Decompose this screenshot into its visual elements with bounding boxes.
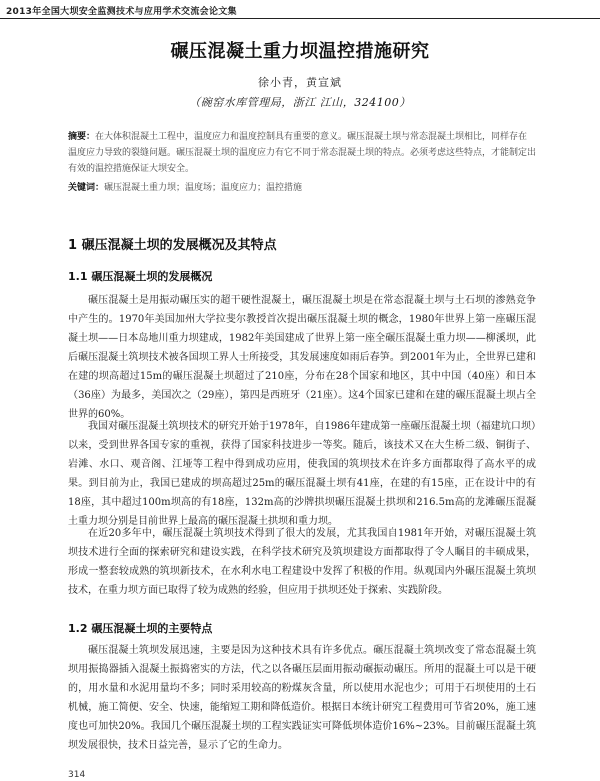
abstract-text: 在大体积混凝土工程中，温度应力和温度控制具有重要的意义。碾压混凝土坝与常态混凝土坝相比，同样存在温度应力导致的裂缝问题。碾压混凝土坝的温度应力有它不同于常态混凝土坝的特点。必须考虑这些特点，才能制定出有效的温控措施保证大坝安全。 [68,132,537,174]
keywords-text: 碾压混凝土重力坝；温度场；温度应力；温控措施 [104,183,303,193]
abstract [68,129,536,177]
affiliation: （碗窑水库管理局，浙江 江山，324100） [189,96,411,109]
paragraph: 碾压混凝土筑坝发展迅速，主要是因为这种技术具有许多优点。碾压混凝土筑坝改变了常态混凝土筑坝用振捣器插入混凝土振捣密实的方法，代之以各碾压层面用振动碾振动碾压。所用的混凝土可以是干硬的，用水量和水泥用量均不多；同时采用较高的粉煤灰含量，所以使用水泥也少；可用于石坝使用的土石机械，施工简便、安全、快速，能缩短工期和降低造价。根据日本统计研究工程费用可节省20%，施工速度也可加快20%。我国几个碾压混凝土坝的工程实践证实可降低坝体造价16%~23%。目前碾压混凝土筑坝发展很快，技术日益完善，显示了它的生命力。 [68,645,536,751]
paragraph: 在近20多年中，碾压混凝土筑坝技术得到了很大的发展，尤其我国自1981年开始，对碾压混凝土筑坝技术进行全面的探索研究和建设实践，在科学技术研究及筑坝建设方面都取得了令人瞩目的丰硕成果，形成一整套较成熟的筑坝新技术，在水利水电工程建设中发挥了积极的作用。纵观国内外碾压混凝土筑坝技术，在重力坝方面已取得了较为成熟的经验，但应用于拱坝还处于探索、实践阶段。 [68,528,536,596]
section-heading-1: 1 碾压混凝土坝的发展概况及其特点 [68,238,277,253]
section-heading-1-1: 1.1 碾压混凝土坝的发展概况 [68,270,213,283]
section-heading-1-2: 1.2 碾压混凝土坝的主要特点 [68,622,213,635]
paragraph: 碾压混凝土是用振动碾压实的超干硬性混凝土，碾压混凝土坝是在常态混凝土坝与土石坝的渗熟竞争中产生的。1970年美国加州大学拉斐尔教授首次提出碾压混凝土坝的概念，1980年世界上第一座碾压混凝土坝——日本岛地川重力坝建成，1982年美国建成了世界上第一座全碾压混凝土重力坝——柳溪坝，此后碾压混凝土筑坝技术被各国坝工界人士所接受，其发展速度如雨后春笋。到2001年为止，全世界已建和在建的坝高超过15m的碾压混凝土坝超过了210座，分布在28个国家和地区，其中中国（40座）和日本（36座）为最多，美国次之（29座），第四是西班牙（21座）。这4个国家已建和在建的碾压混凝土坝占全世界的60%。 [68,295,536,420]
header-divider [0,18,600,19]
paper-title: 碾压混凝土重力坝温控措施研究 [170,41,430,62]
running-header: 2013年全国大坝安全监测技术与应用学术交流会论文集 [6,7,237,17]
paragraph: 我国对碾压混凝土筑坝技术的研究开始于1978年，自1986年建成第一座碾压混凝土坝（福建坑口坝）以来，受到世界各国专家的重视，获得了国家科技进步一等奖。随后，该技术又在大生桥二级、铜街子、岩滩、水口、观音阁、江垭等工程中得到成功应用，使我国的筑坝技术在许多方面都取得了高水平的成果。到目前为止，我国已建成的坝高超过25m的碾压混凝土坝有41座，在建的有15座，正在设计中的有18座，其中超过100m坝高的有18座，132m高的沙牌拱坝碾压混凝土拱坝和216.5m高的龙滩碾压混凝土重力坝分别是目前世界上最高的碾压混凝土拱坝和重力坝。 [68,421,536,527]
page-number: 314 [68,770,86,780]
keywords-label: 关键词： [68,183,105,193]
keywords [68,180,536,196]
abstract-label: 摘要： [68,132,96,142]
authors: 徐小青，黄宣斌 [258,76,342,89]
